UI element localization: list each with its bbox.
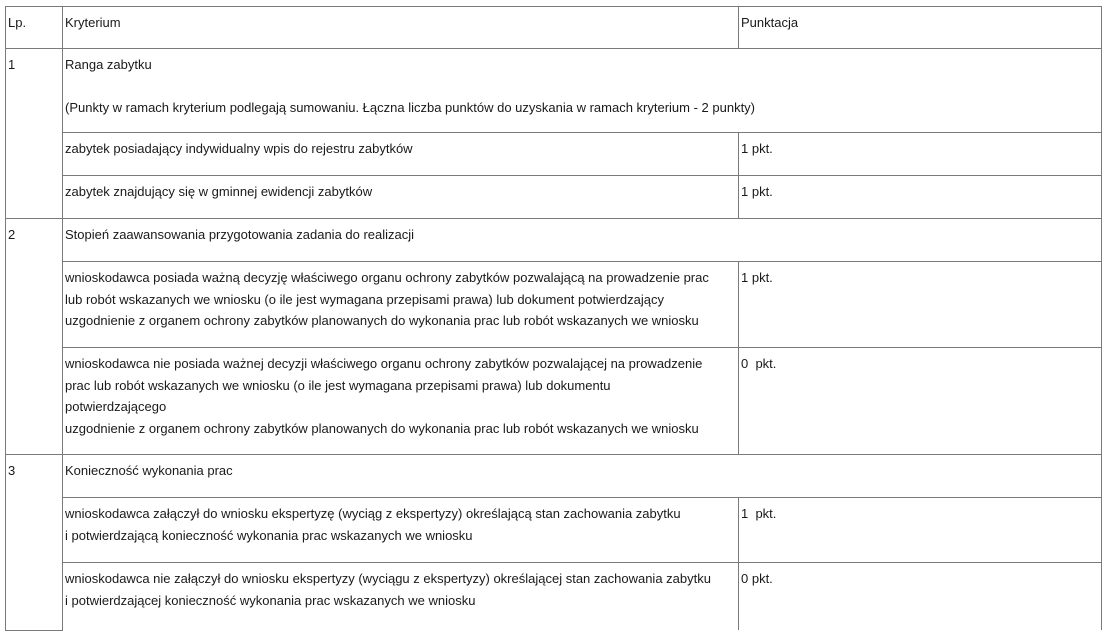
- section-row: [6, 219, 1102, 262]
- table-header-row: [6, 7, 1102, 49]
- section-note: (Punkty w ramach kryterium podlegają sumowaniu. Łączna liczba punktów do uzyskania w ramach kryterium - 2 punkty): [65, 99, 756, 115]
- criterion-text: wnioskodawca nie załączył do wniosku ekspertyzy (wyciągu z ekspertyzy) określającej stan zachowania zabytku i potwierdzającej konieczność wykonania prac wskazanych we wniosku: [63, 563, 739, 631]
- criterion-row: [6, 563, 1102, 631]
- criterion-row: [6, 176, 1102, 219]
- criterion-row: [6, 498, 1102, 563]
- section-title: Ranga zabytku: [65, 57, 152, 72]
- criterion-points: 1 pkt.: [739, 498, 1102, 563]
- section-row: [6, 49, 1102, 133]
- criterion-row: [6, 348, 1102, 455]
- criterion-text: wnioskodawca załączył do wniosku ekspertyzę (wyciąg z ekspertyzy) określającą stan zachowania zabytku i potwierdzającą konieczność wykonania prac wskazanych we wniosku: [63, 498, 739, 563]
- criteria-table: [5, 6, 1102, 631]
- criterion-points: 0 pkt.: [739, 563, 1102, 631]
- section-row: [6, 455, 1102, 498]
- section-number: 3: [6, 455, 63, 631]
- section-number: 2: [6, 219, 63, 455]
- criterion-text: zabytek znajdujący się w gminnej ewidencji zabytków: [63, 176, 739, 219]
- criterion-points: 1 pkt.: [739, 262, 1102, 348]
- criterion-points: 1 pkt.: [739, 133, 1102, 176]
- header-punktacja: Punktacja: [739, 7, 1102, 49]
- section-title: Konieczność wykonania prac: [63, 455, 1102, 498]
- criterion-text: wnioskodawca posiada ważną decyzję właściwego organu ochrony zabytków pozwalającą na prowadzenie prac lub robót wskazanych we wniosku (o ile jest wymagana przepisami prawa) lub dokument potwierdzający uzgodnienie z organem ochrony zabytków planowanych do wykonania prac lub robót wskazanych we wniosku: [63, 262, 739, 348]
- section-title-cell: [63, 49, 1102, 133]
- criterion-points: 1 pkt.: [739, 176, 1102, 219]
- header-kryterium: Kryterium: [63, 7, 739, 49]
- section-number: 1: [6, 49, 63, 219]
- criterion-row: [6, 262, 1102, 348]
- criterion-row: [6, 133, 1102, 176]
- criterion-points: 0 pkt.: [739, 348, 1102, 455]
- criterion-text: wnioskodawca nie posiada ważnej decyzji właściwego organu ochrony zabytków pozwalającej na prowadzenie prac lub robót wskazanych we wniosku (o ile jest wymagana przepisami prawa) lub dokumentu potwierdzającego uzgodnienie z organem ochrony zabytków planowanych do wykonania prac lub robót wskazanych we wniosku: [63, 348, 739, 455]
- header-lp: Lp.: [6, 7, 63, 49]
- section-title: Stopień zaawansowania przygotowania zadania do realizacji: [63, 219, 1102, 262]
- criterion-text: zabytek posiadający indywidualny wpis do rejestru zabytków: [63, 133, 739, 176]
